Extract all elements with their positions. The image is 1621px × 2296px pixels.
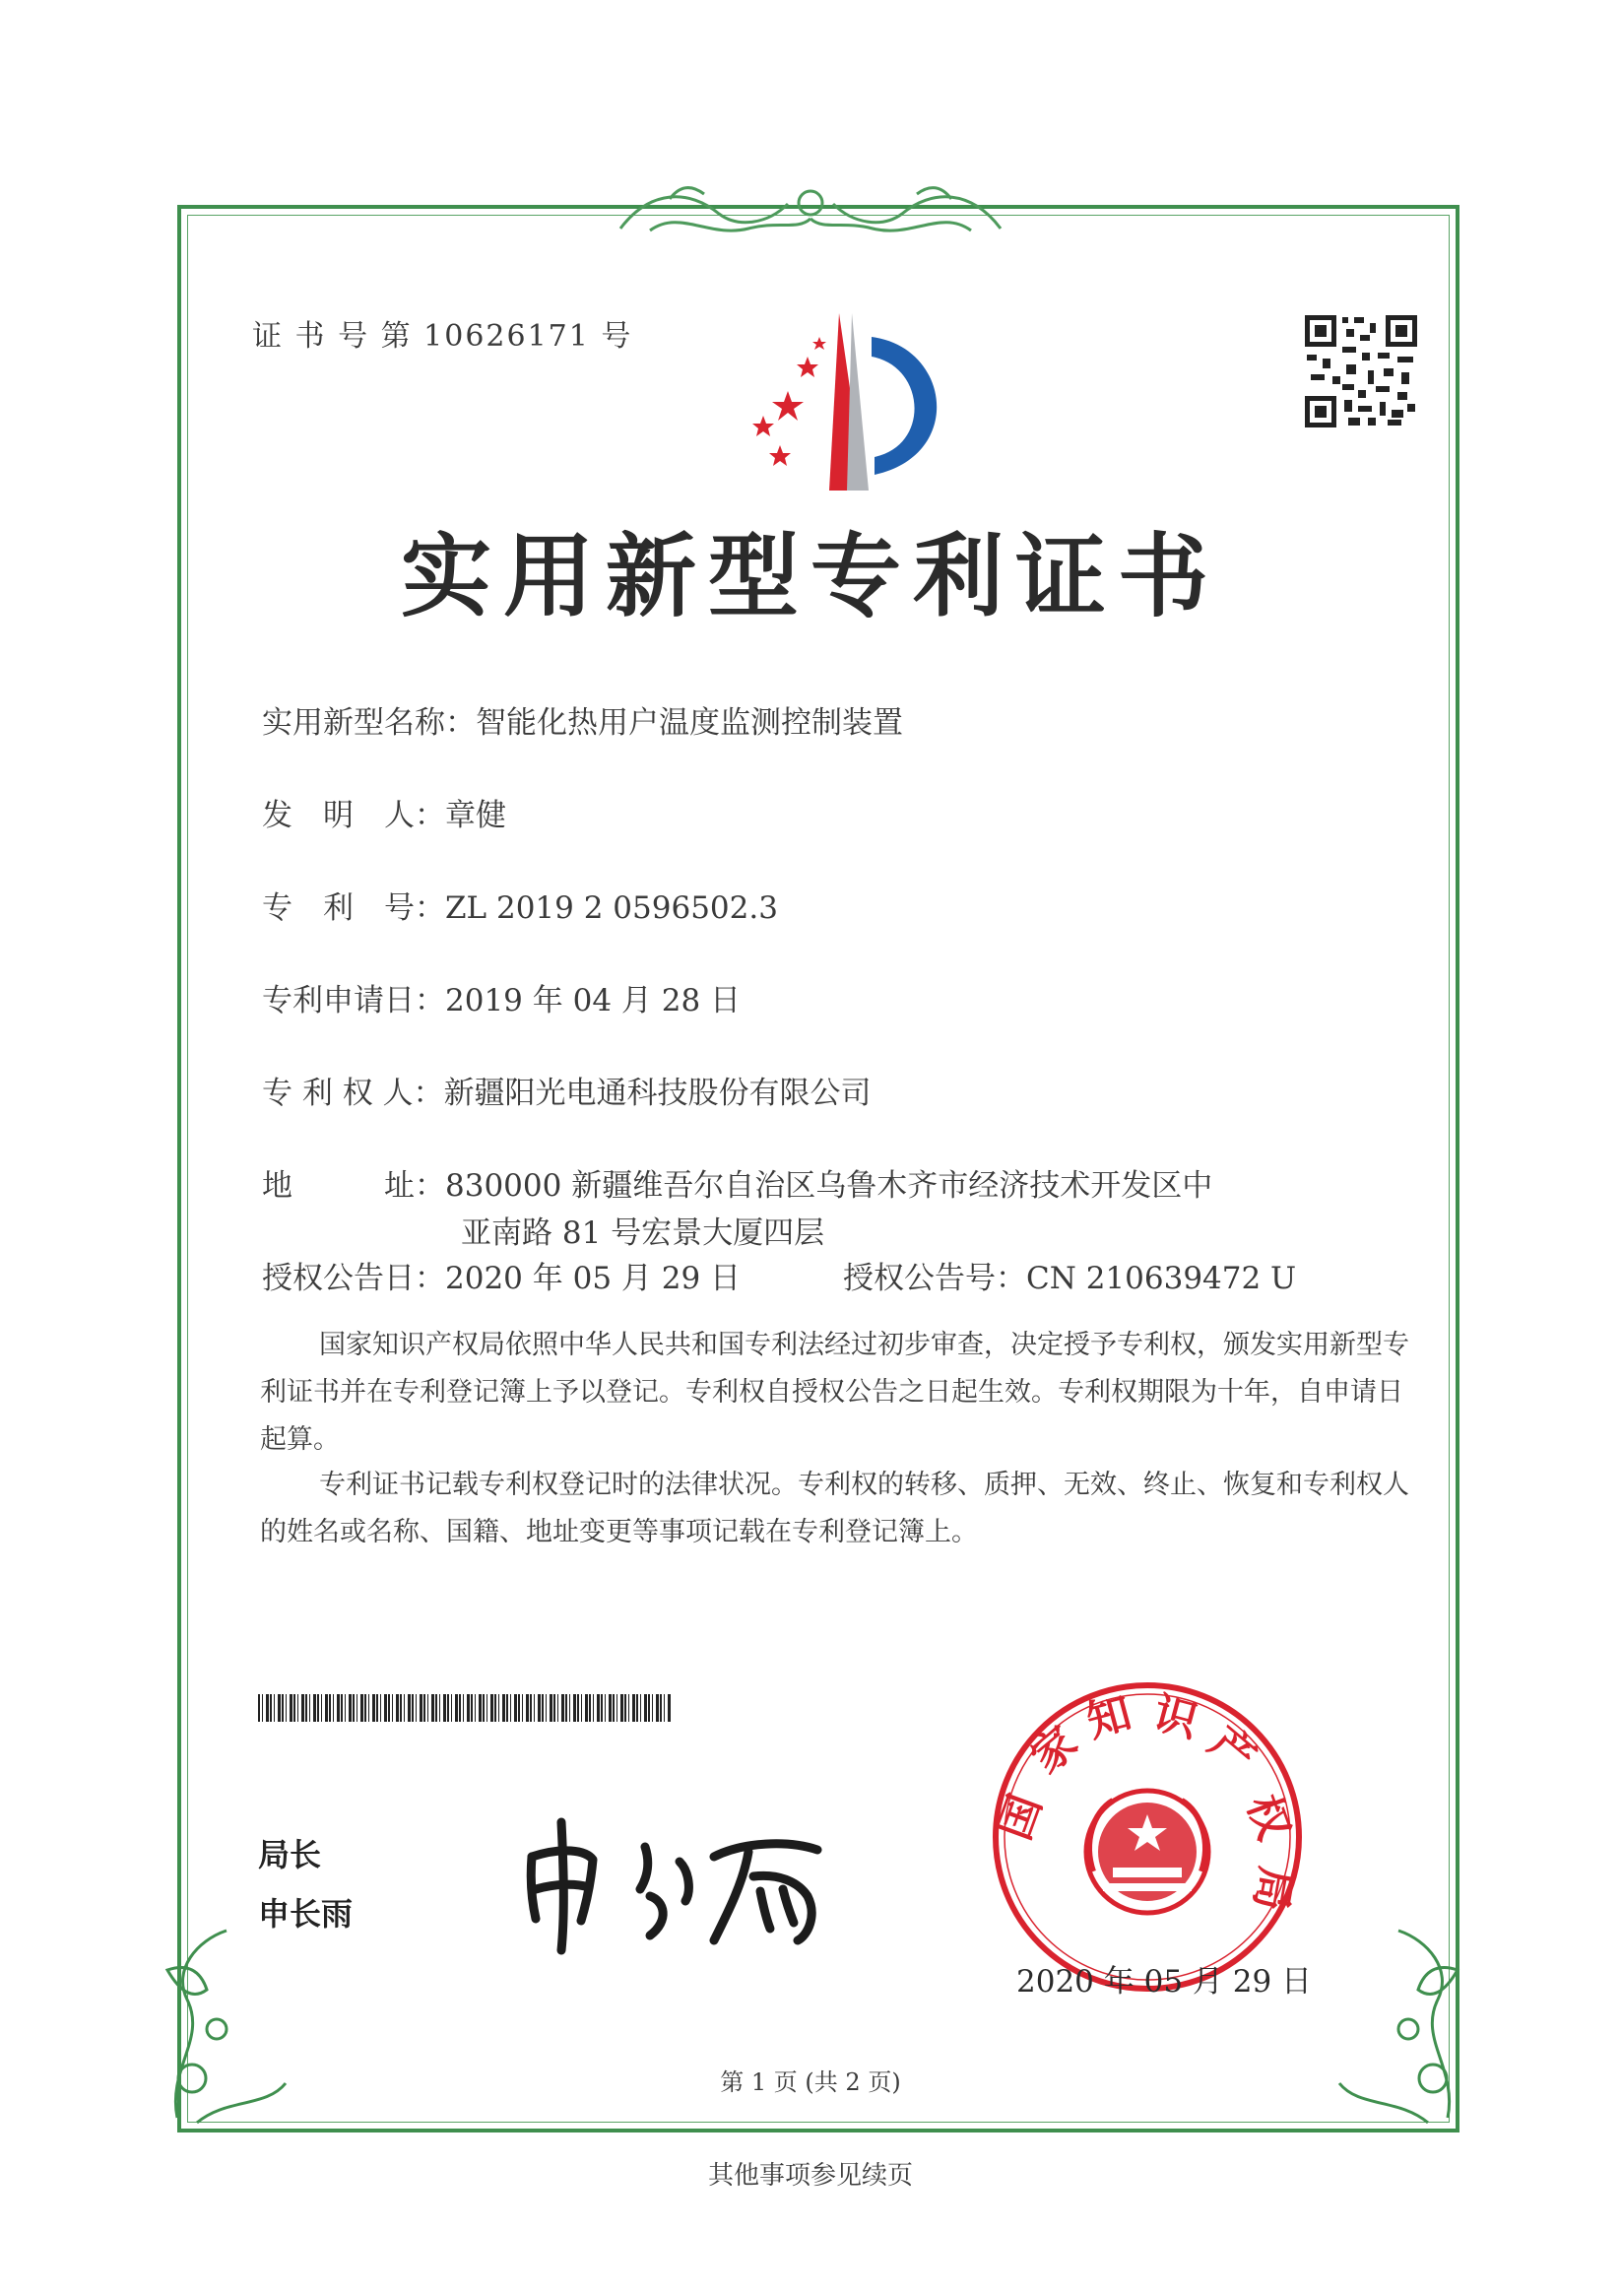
cnipa-logo bbox=[719, 307, 955, 494]
field-value: 章健 bbox=[445, 798, 506, 833]
svg-text:权: 权 bbox=[1238, 1788, 1299, 1847]
field-label: 发 明 人： bbox=[262, 798, 445, 833]
svg-text:知: 知 bbox=[1081, 1688, 1136, 1747]
field-value: CN 210639472 U bbox=[1026, 1261, 1297, 1296]
qr-code bbox=[1303, 313, 1419, 429]
field-value: 830000 新疆维吾尔自治区乌鲁木齐市经济技术开发区中 bbox=[445, 1168, 1213, 1204]
field-patentee bbox=[262, 1068, 872, 1112]
director-name: 申长雨 bbox=[258, 1895, 354, 1933]
certificate-number: 证 书 号 第 10626171 号 bbox=[252, 319, 633, 354]
national-emblem-icon bbox=[1086, 1791, 1208, 1913]
body-paragraph: 专利证书记载专利权登记时的法律状况。专利权的转移、质押、无效、终止、恢复和专利权人的姓名或名称、国籍、地址变更等事项记载在专利登记簿上。 bbox=[260, 1470, 1409, 1547]
field-value: 新疆阳光电通科技股份有限公司 bbox=[443, 1076, 872, 1111]
bottom-right-ornament bbox=[1320, 1871, 1477, 2137]
director-signature bbox=[502, 1803, 857, 1960]
svg-text:家: 家 bbox=[1022, 1717, 1087, 1783]
footer-note: 其他事项参见续页 bbox=[707, 2161, 913, 2191]
field-label: 地 址： bbox=[262, 1168, 445, 1204]
field-label: 授权公告日： bbox=[262, 1261, 445, 1296]
svg-text:识: 识 bbox=[1148, 1688, 1203, 1747]
field-filing-date bbox=[262, 975, 741, 1019]
barcode bbox=[258, 1694, 672, 1722]
body-paragraph: 国家知识产权局依照中华人民共和国专利法经过初步审查，决定授予专利权，颁发实用新型专利证书并在专利登记簿上予以登记。专利权自授权公告之日起生效。专利权期限为十年，自申请日起算。 bbox=[260, 1330, 1409, 1455]
field-utility-model-name bbox=[262, 697, 903, 742]
field-address bbox=[262, 1160, 1212, 1205]
field-value: 智能化热用户温度监测控制装置 bbox=[476, 705, 903, 741]
field-value: ZL 2019 2 0596502.3 bbox=[445, 890, 778, 926]
svg-text:国: 国 bbox=[990, 1788, 1051, 1847]
field-label: 专 利 权 人： bbox=[262, 1076, 444, 1111]
field-patent-number bbox=[262, 883, 778, 927]
field-address-line2: 亚南路 81 号宏景大厦四层 bbox=[461, 1215, 825, 1251]
certificate-title: 实用新型专利证书 bbox=[400, 523, 1220, 629]
page-number: 第 1 页 (共 2 页) bbox=[720, 2068, 901, 2096]
director-title: 局长 bbox=[258, 1836, 322, 1873]
field-label: 专 利 号： bbox=[262, 890, 445, 926]
official-seal bbox=[985, 1674, 1313, 2000]
field-inventor bbox=[262, 790, 506, 834]
field-label: 授权公告号： bbox=[843, 1261, 1026, 1296]
field-label: 实用新型名称： bbox=[262, 705, 476, 741]
field-value: 2019 年 04 月 28 日 bbox=[445, 983, 742, 1018]
top-ornament bbox=[611, 169, 1010, 248]
seal-date: 2020 年 05 月 29 日 bbox=[1016, 1964, 1313, 2000]
field-value: 2020 年 05 月 29 日 bbox=[445, 1261, 742, 1296]
field-label: 专利申请日： bbox=[262, 983, 445, 1018]
svg-text:局: 局 bbox=[1245, 1863, 1301, 1915]
svg-text:产: 产 bbox=[1200, 1717, 1264, 1783]
field-grant-number bbox=[843, 1253, 1296, 1297]
field-grant-date bbox=[262, 1253, 741, 1297]
